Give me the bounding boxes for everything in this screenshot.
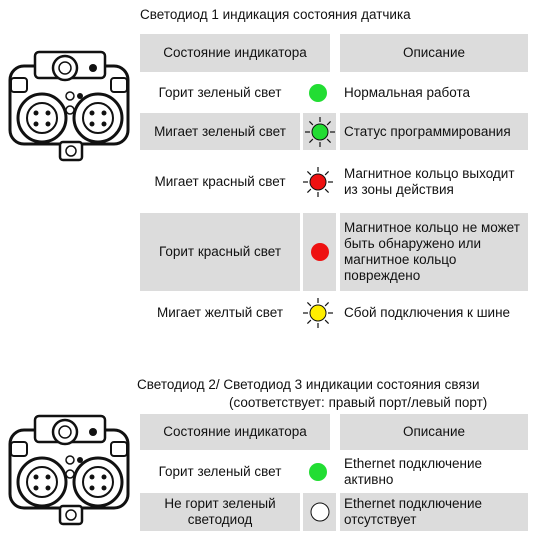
table2-row1-description: Ethernet подключение активно (344, 455, 482, 487)
table1-row1-led (300, 76, 336, 110)
green-led-solid-icon (303, 457, 333, 487)
table1-row1-description: Нормальная работа (344, 85, 470, 100)
table1-row3-led (300, 154, 336, 210)
table2-row1-led (300, 453, 336, 490)
green-led-blinking-icon (304, 116, 336, 148)
table1-header-description: Описание (340, 34, 528, 72)
table1-row5-led (300, 294, 336, 332)
table2-header-description: Описание (340, 414, 528, 450)
section2-subtitle: (соответствует: правый порт/левый порт) (229, 395, 488, 410)
table2-row1-state: Горит зеленый свет (158, 463, 282, 479)
table1-row1-state: Горит зеленый свет (158, 85, 282, 100)
table2-row2-description: Ethernet подключение отсутствует (340, 493, 528, 531)
table1-row4-led (303, 213, 336, 291)
table1-row4-description: Магнитное кольцо не может быть обнаружено или магнитное кольцо повреждено (340, 213, 528, 291)
table2-row2-state: Не горит зеленый светодиод (140, 493, 300, 531)
table1-row3-description: Магнитное кольцо выходит из зоны действия (344, 166, 515, 197)
sensor-device-illustration (5, 48, 135, 166)
led-off-icon (305, 497, 335, 527)
red-led-solid-icon (305, 237, 335, 267)
table2-row2-led (303, 493, 336, 531)
green-led-solid-icon (303, 78, 333, 108)
yellow-led-blinking-icon (302, 297, 334, 329)
table1-row2-led (303, 113, 336, 150)
table1-row5-description: Сбой подключения к шине (344, 305, 511, 320)
table2-header-state: Состояние индикатора (140, 414, 330, 450)
section2-title: Светодиод 2/ Светодиод 3 индикации состояния связи (137, 377, 480, 392)
red-led-blinking-icon (302, 166, 334, 198)
table1-row5-state: Мигает желтый свет (156, 305, 284, 320)
section1-title: Светодиод 1 индикация состояния датчика (140, 7, 411, 22)
sensor-device-illustration (5, 412, 135, 530)
table1-header-state: Состояние индикатора (140, 34, 330, 72)
table1-row3-state: Мигает красный свет (154, 174, 286, 189)
table1-row2-description: Статус программирования (340, 113, 528, 150)
table1-row4-state: Горит красный свет (140, 213, 300, 291)
table1-row2-state: Мигает зеленый свет (140, 113, 300, 150)
